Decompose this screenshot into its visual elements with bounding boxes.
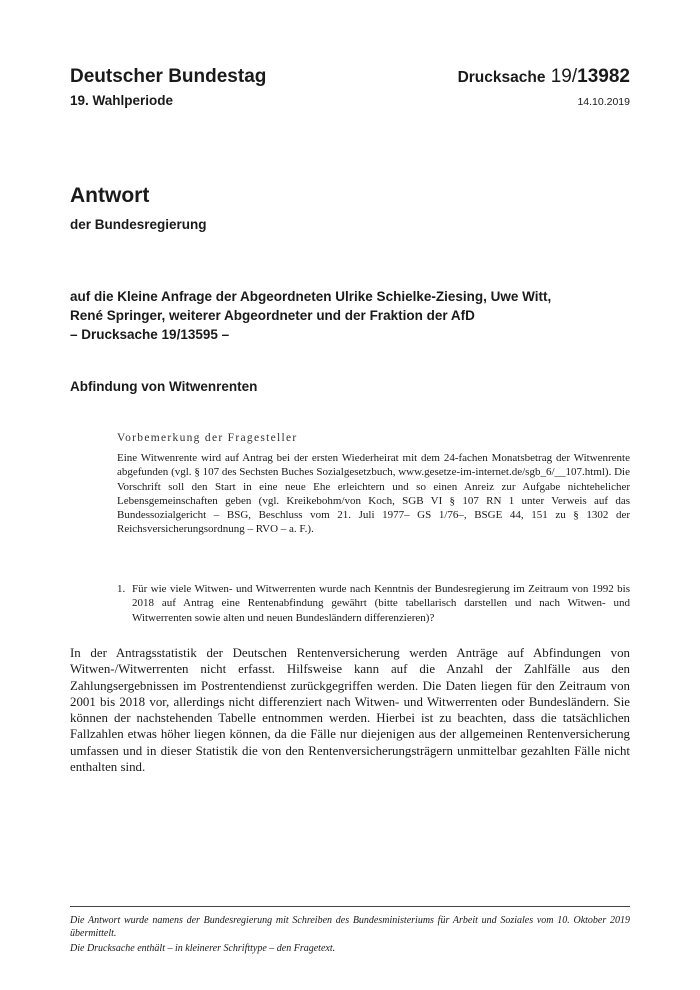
document-date: 14.10.2019 (577, 96, 630, 108)
footer-transmission-note: Die Antwort wurde namens der Bundesregierung mit Schreiben des Bundesministeriums für Arbeit und Soziales vom 10. Oktober 2019 übermittelt. (70, 915, 630, 939)
document-issuer: der Bundesregierung (70, 217, 207, 232)
inquiry-line: – Drucksache 19/13595 – (70, 327, 230, 342)
preface-heading: Vorbemerkung der Fragesteller (117, 432, 298, 444)
legislative-period: 19. Wahlperiode (70, 93, 174, 108)
preface-text: Eine Witwenrente wird auf Antrag bei der ersten Wiederheirat mit dem 24-fachen Monatsbetrag der Witwenrente abgefunden (vgl. § 107 des Sechsten Buches Sozialgesetzbuch, www.gesetze-im-internet.de/sgb_6/__107.html). Die Vorschrift soll den Start in eine neue Ehe erleichtern und so einen Anreiz zur Aufgabe nichtehelicher Lebensgemeinschaften geben (vgl. Kreikebohm/von Koch, SGB VI § 107 RN 1 unter Verweis auf das Bundessozialgericht – BSG, Beschluss vom 21. Juli 1977– GS 1/76–, BSGE 44, 151 zu § 1302 der Reichsversicherungsordnung – RVO – a. F.). (117, 452, 630, 536)
document-type: Antwort (70, 184, 150, 207)
institution-name: Deutscher Bundestag (70, 66, 267, 87)
document-topic: Abfindung von Witwenrenten (70, 379, 258, 394)
question-number: 1. (117, 583, 126, 595)
footer-typeface-note: Die Drucksache enthält – in kleinerer Schrifttype – den Fragetext. (70, 943, 336, 954)
question-text: Für wie viele Witwen- und Witwerrenten wurde nach Kenntnis der Bundesregierung im Zeitraum von 1992 bis 2018 auf Antrag eine Rentenabfindung gewährt (bitte tabellarisch darstellen und nach Witwen- und Witwerrenten sowie alten und neuen Bundesländern differenzieren)? (132, 583, 630, 624)
document-number-main: 13982 (577, 66, 630, 87)
document-number-prefix: 19/ (550, 66, 578, 87)
question-block (117, 582, 630, 625)
document-number (458, 66, 630, 88)
inquiry-reference (70, 287, 640, 344)
inquiry-line: auf die Kleine Anfrage der Abgeordneten Ulrike Schielke-Ziesing, Uwe Witt, (70, 289, 552, 304)
answer-text: In der Antragsstatistik der Deutschen Rentenversicherung werden Anträge auf Abfindungen von Witwen-/Witwerrenten nicht erfasst. Hilfsweise kann auf die Anzahl der Zahlfälle aus den Zahlungsergebnissen im Postrentendienst zurückgegriffen werden. Die Daten liegen für den Zeitraum von 2001 bis 2018 vor, allerdings nicht differenziert nach Witwen- und Witwerrenten oder Bundesländern. Sie können der nachstehenden Tabelle entnommen werden. Hierbei ist zu beachten, dass die tatsächlichen Fallzahlen etwas höher liegen können, da die Fälle nur diejenigen aus der allgemeinen Rentenversicherung umfassen und in dieser Statistik die von den Rentenversicherungsträgern unmittelbar gezahlten Fälle nicht enthalten sind. (70, 646, 630, 775)
document-number-label: Drucksache (457, 69, 546, 86)
footer-divider (70, 906, 630, 907)
inquiry-line: René Springer, weiterer Abgeordneter und der Fraktion der AfD (70, 308, 475, 323)
